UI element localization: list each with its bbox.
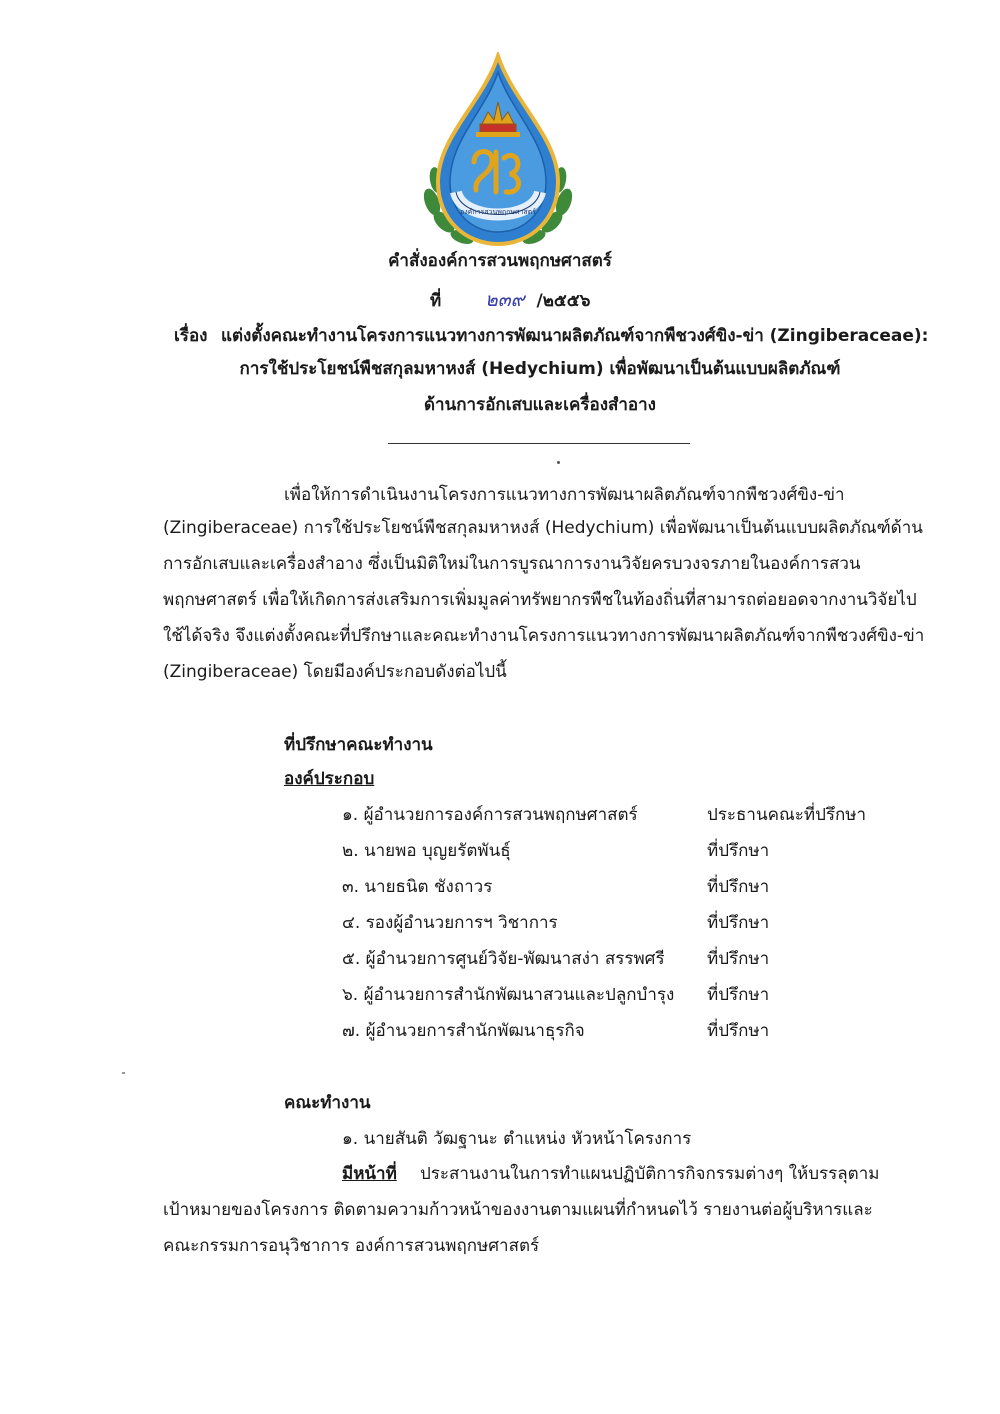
advisors-subheading: องค์ประกอบ xyxy=(284,769,375,789)
advisor-name: ๓. นายธนิต ชังถาวร xyxy=(342,877,493,897)
order-number-row xyxy=(430,285,590,315)
duty-line-2: เป้าหมายของโครงการ ติดตามความก้าวหน้าของงานตามแผนที่กำหนดไว้ รายงานต่อผู้บริหารและ xyxy=(163,1200,873,1220)
advisor-role: ที่ปรึกษา xyxy=(707,1021,770,1041)
duty-line-1: ประสานงานในการทำแผนปฏิบัติการกิจกรรมต่างๆ ให้บรรลุตาม xyxy=(420,1164,880,1184)
advisor-role: ประธานคณะที่ปรึกษา xyxy=(707,805,867,825)
intro-line-4: พฤกษศาสตร์ เพื่อให้เกิดการส่งเสริมการเพิ่มมูลค่าทรัพยากรพืชในท้องถิ่นที่สามารถต่อยอดจากงานวิจัยไป xyxy=(163,590,917,610)
advisor-name: ๕. ผู้อำนวยการศูนย์วิจัย-พัฒนาสง่า สรรพศรี xyxy=(342,949,665,969)
advisor-role: ที่ปรึกษา xyxy=(707,877,770,897)
order-title: คำสั่งองค์การสวนพฤกษศาสตร์ xyxy=(388,251,612,271)
order-number-year: /๒๕๕๖ xyxy=(536,291,591,311)
duty-line-3: คณะกรรมการอนุวิชาการ องค์การสวนพฤกษศาสตร์ xyxy=(163,1236,540,1256)
logo-ring-text: องค์การสวนพฤกษศาสตร์ xyxy=(460,208,536,216)
subject-label: เรื่อง xyxy=(174,326,208,346)
advisor-role: ที่ปรึกษา xyxy=(707,985,770,1005)
organization-logo xyxy=(418,52,578,252)
subject-line-3: ด้านการอักเสบและเครื่องสำอาง xyxy=(424,395,656,415)
intro-line-3: การอักเสบและเครื่องสำอาง ซึ่งเป็นมิติใหม่ในการบูรณาการงานวิจัยครบวงจรภายในองค์การสวน xyxy=(163,554,861,574)
working-group-member-1: ๑. นายสันติ วัฒฐานะ ตำแหน่ง หัวหน้าโครงการ xyxy=(342,1129,692,1149)
advisor-name: ๑. ผู้อำนวยการองค์การสวนพฤกษศาสตร์ xyxy=(342,805,638,825)
advisor-name: ๒. นายพอ บุญยรัตพันธุ์ xyxy=(342,841,511,861)
advisor-name: ๔. รองผู้อำนวยการฯ วิชาการ xyxy=(342,913,558,933)
intro-line-6: (Zingiberaceae) โดยมีองค์ประกอบดังต่อไปนี้ xyxy=(163,662,507,682)
subject-line-1: แต่งตั้งคณะทำงานโครงการแนวทางการพัฒนาผลิตภัณฑ์จากพืชวงศ์ขิง-ข่า (Zingiberaceae): xyxy=(221,326,929,346)
duty-label: มีหน้าที่ xyxy=(342,1164,397,1184)
working-group-heading: คณะทำงาน xyxy=(284,1093,371,1113)
advisor-role: ที่ปรึกษา xyxy=(707,841,770,861)
order-number-label: ที่ xyxy=(430,291,442,311)
order-number-handwritten: ๒๓๙ xyxy=(485,289,525,311)
advisor-name: ๖. ผู้อำนวยการสำนักพัฒนาสวนและปลูกบำรุง xyxy=(342,985,675,1005)
scan-speck xyxy=(557,461,560,464)
divider-line xyxy=(388,443,690,444)
subject-line-2: การใช้ประโยชน์พืชสกุลมหาหงส์ (Hedychium) เพื่อพัฒนาเป็นต้นแบบผลิตภัณฑ์ xyxy=(239,359,841,379)
advisor-name: ๗. ผู้อำนวยการสำนักพัฒนาธุรกิจ xyxy=(342,1021,585,1041)
advisor-role: ที่ปรึกษา xyxy=(707,949,770,969)
intro-line-1: เพื่อให้การดำเนินงานโครงการแนวทางการพัฒนาผลิตภัณฑ์จากพืชวงศ์ขิง-ข่า xyxy=(284,485,845,505)
intro-line-5: ใช้ได้จริง จึงแต่งตั้งคณะที่ปรึกษาและคณะทำงานโครงการแนวทางการพัฒนาผลิตภัณฑ์จากพืชวงศ์ขิง-ข่า xyxy=(163,626,925,646)
scan-speck xyxy=(122,1072,125,1074)
advisor-role: ที่ปรึกษา xyxy=(707,913,770,933)
intro-line-2: (Zingiberaceae) การใช้ประโยชน์พืชสกุลมหาหงส์ (Hedychium) เพื่อพัฒนาเป็นต้นแบบผลิตภัณฑ์ด้าน xyxy=(163,518,923,538)
advisors-heading: ที่ปรึกษาคณะทำงาน xyxy=(284,735,433,755)
